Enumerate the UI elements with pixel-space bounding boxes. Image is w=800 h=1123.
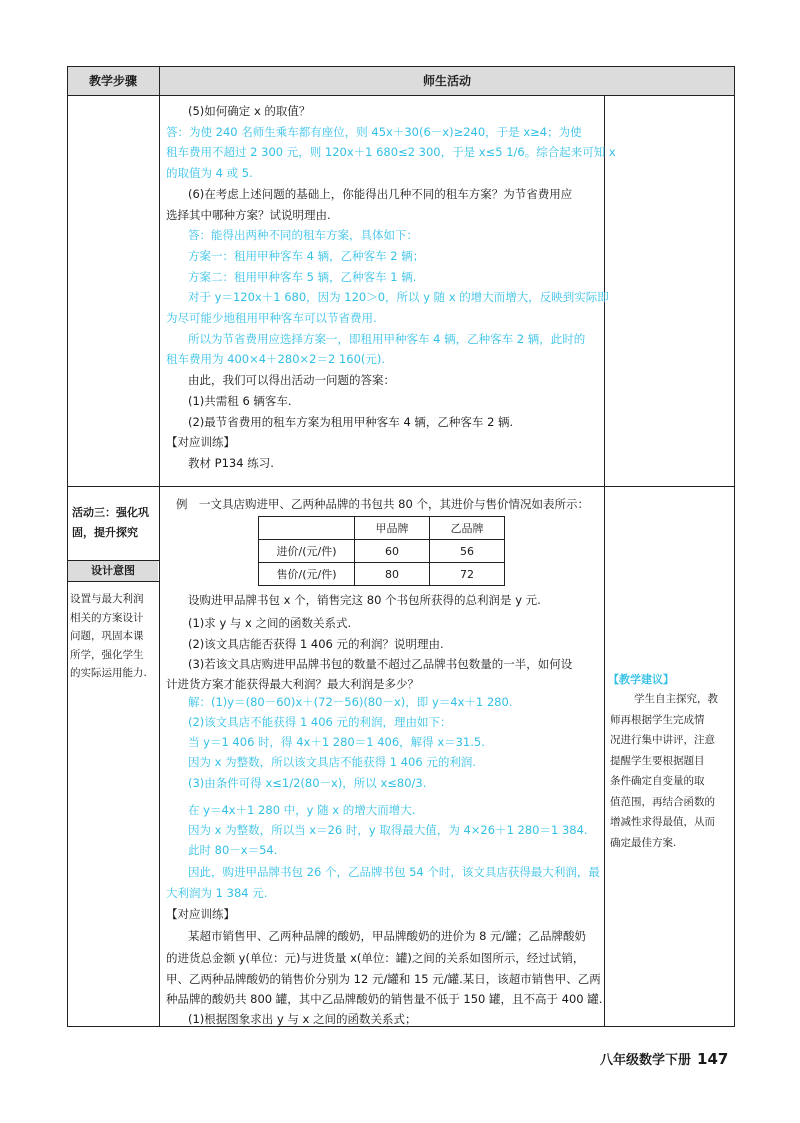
table-border-right — [734, 66, 735, 1027]
table-row — [259, 517, 505, 540]
lower-line: 计进货方案才能获得最大利润？最大利润是多少？ — [166, 677, 419, 691]
header-teacher-student-activity: 师生活动 — [422, 74, 471, 88]
lower-line: 因为 x 为整数，所以当 x＝26 时，y 取得最大值，为 4×26＋1 280＝1 384. — [188, 823, 588, 837]
lower-line: (2)该文具店不能获得 1 406 元的利润，理由如下： — [188, 715, 452, 729]
upper-line: (2)最节省费用的租车方案为租用甲种客车 4 辆，乙种客车 2 辆. — [188, 414, 514, 429]
table-row — [259, 563, 505, 586]
suggestion-line: 增减性求得最值，从而 — [610, 816, 715, 828]
lower-line: 在 y＝4x＋1 280 中，y 随 x 的增大而增大. — [188, 803, 416, 817]
table-row-divider — [68, 486, 735, 487]
lower-line: 此时 80－x＝54. — [188, 843, 278, 857]
suggestion-line: 确定最佳方案. — [610, 836, 677, 849]
design-line: 所学，强化学生 — [70, 648, 144, 661]
suggestion-line: 值范围，再结合函数的 — [610, 795, 715, 808]
suggestion-line: 条件确定自变量的取 — [610, 775, 705, 787]
upper-line: 所以为节省费用应选择方案一，即租用甲种客车 4 辆，乙种客车 2 辆，此时的 — [188, 331, 586, 346]
upper-line: 为尽可能少地租用甲种客车可以节省费用. — [166, 311, 377, 325]
lower-line: 种品牌的酸奶共 800 罐，其中乙品牌酸奶的销售量不低于 150 罐，且不高于 400 罐. — [166, 992, 603, 1006]
upper-line: (1)共需租 6 辆客车. — [188, 393, 292, 408]
lower-line: 设购进甲品牌书包 x 个，销售完这 80 个书包所获得的总利润是 y 元. — [188, 593, 541, 607]
lower-line: 大利润为 1 384 元. — [166, 886, 268, 900]
table-cell: 72 — [430, 563, 505, 586]
upper-line: 由此，我们可以得出活动一问题的答案： — [188, 373, 395, 388]
table-cell: 甲品牌 — [355, 517, 430, 540]
suggestion-line: 况进行集中讲评，注意 — [610, 734, 715, 746]
table-header-divider — [68, 95, 735, 96]
teaching-suggestion-title: 【教学建议】 — [608, 673, 674, 686]
upper-line: 租车费用为 400×4＋280×2＝2 160(元). — [166, 352, 386, 367]
lower-line: (1)求 y 与 x 之间的函数关系式. — [188, 616, 352, 630]
upper-line: (5)如何确定 x 的取值？ — [188, 104, 311, 118]
upper-line: 选择其中哪种方案？试说明理由. — [166, 207, 331, 222]
price-table — [258, 516, 505, 586]
table-row — [259, 540, 505, 563]
table-cell: 56 — [430, 540, 505, 563]
upper-line: 【对应训练】 — [166, 435, 235, 450]
activity3-title-line1: 活动三：强化巩 — [72, 506, 149, 519]
lower-line: 【对应训练】 — [166, 907, 235, 921]
lower-line: 因为 x 为整数，所以该文具店不能获得 1 406 元的利润. — [188, 755, 477, 769]
design-intent-divider-bottom — [68, 581, 159, 582]
suggestion-line: 师再根据学生完成情 — [610, 713, 705, 726]
activity3-title-line2: 固，提升探究 — [72, 526, 138, 539]
upper-line: 答：为使 240 名师生乘车都有座位，则 45x＋30(6－x)≥240，于是 x≥4；为使 — [166, 124, 582, 139]
table-cell: 乙品牌 — [430, 517, 505, 540]
design-line: 设置与最大利润 — [70, 593, 144, 605]
table-cell: 售价/(元/件) — [259, 563, 355, 586]
suggestion-line: 提醒学生要根据题目 — [610, 754, 705, 767]
lower-line: 解：(1)y＝(80－60)x＋(72－56)(80－x)，即 y＝4x＋1 280. — [188, 695, 513, 709]
table-cell: 80 — [355, 563, 430, 586]
example-intro: 例 一文具店购进甲、乙两种品牌的书包共 80 个，其进价与售价情况如表所示： — [176, 497, 589, 511]
table-border-left — [67, 66, 68, 1027]
upper-line: 方案一：租用甲种客车 4 辆，乙种客车 2 辆； — [188, 248, 425, 263]
header-teaching-steps: 教学步骤 — [88, 74, 137, 88]
upper-line: (6)在考虑上述问题的基础上，你能得出几种不同的租车方案？为节省费用应 — [188, 186, 573, 201]
design-line: 的实际运用能力. — [70, 667, 147, 679]
lower-line: 甲、乙两种品牌酸奶的销售价分别为 12 元/罐和 15 元/罐.某日，该超市销售甲、乙两 — [166, 972, 601, 986]
lower-line: 某超市销售甲、乙两种品牌的酸奶，甲品牌酸奶的进价为 8 元/罐；乙品牌酸奶 — [188, 929, 586, 943]
lower-line: (1)根据图象求出 y 与 x 之间的函数关系式； — [188, 1012, 417, 1026]
upper-line: 方案二：租用甲种客车 5 辆，乙种客车 1 辆. — [188, 269, 417, 284]
table-cell: 60 — [355, 540, 430, 563]
page-footer — [600, 1049, 728, 1068]
upper-line: 租车费用不超过 2 300 元，则 120x＋1 680≤2 300，于是 x≤5 1/6。综合起来可知 x — [166, 145, 616, 160]
page-number: 147 — [697, 1050, 729, 1068]
upper-line: 答：能得出两种不同的租车方案，具体如下： — [188, 228, 418, 243]
table-col-divider-1 — [159, 66, 160, 1027]
upper-line: 对于 y＝120x＋1 680，因为 120＞0，所以 y 随 x 的增大而增大，反映到实际即 — [188, 290, 609, 305]
book-title: 八年级数学下册 — [600, 1053, 692, 1068]
lower-line: (3)由条件可得 x≤1/2(80－x)，所以 x≤80/3. — [188, 776, 427, 790]
table-col-divider-2 — [604, 95, 605, 1027]
upper-line: 教材 P134 练习. — [188, 455, 274, 470]
lower-line: 当 y＝1 406 时，得 4x＋1 280＝1 406，解得 x＝31.5. — [188, 735, 485, 749]
design-intent-label: 设计意图 — [91, 564, 135, 577]
design-line: 相关的方案设计 — [70, 611, 144, 624]
lower-line: (3)若该文具店购进甲品牌书包的数量不超过乙品牌书包数量的一半，如何设 — [188, 657, 573, 671]
table-cell — [259, 517, 355, 540]
upper-line: 的取值为 4 或 5. — [166, 166, 253, 181]
lower-line: 因此，购进甲品牌书包 26 个，乙品牌书包 54 个时，该文具店获得最大利润，最 — [188, 865, 600, 879]
design-line: 问题，巩固本课 — [70, 630, 144, 642]
lower-line: (2)该文具店能否获得 1 406 元的利润？说明理由. — [188, 637, 444, 651]
table-cell: 进价/(元/件) — [259, 540, 355, 563]
suggestion-line: 学生自主探究，教 — [634, 693, 718, 705]
lower-line: 的进货总金额 y(单位：元)与进货量 x(单位：罐)之间的关系如图所示，经过试销， — [166, 951, 585, 965]
table-border-top — [68, 66, 735, 67]
